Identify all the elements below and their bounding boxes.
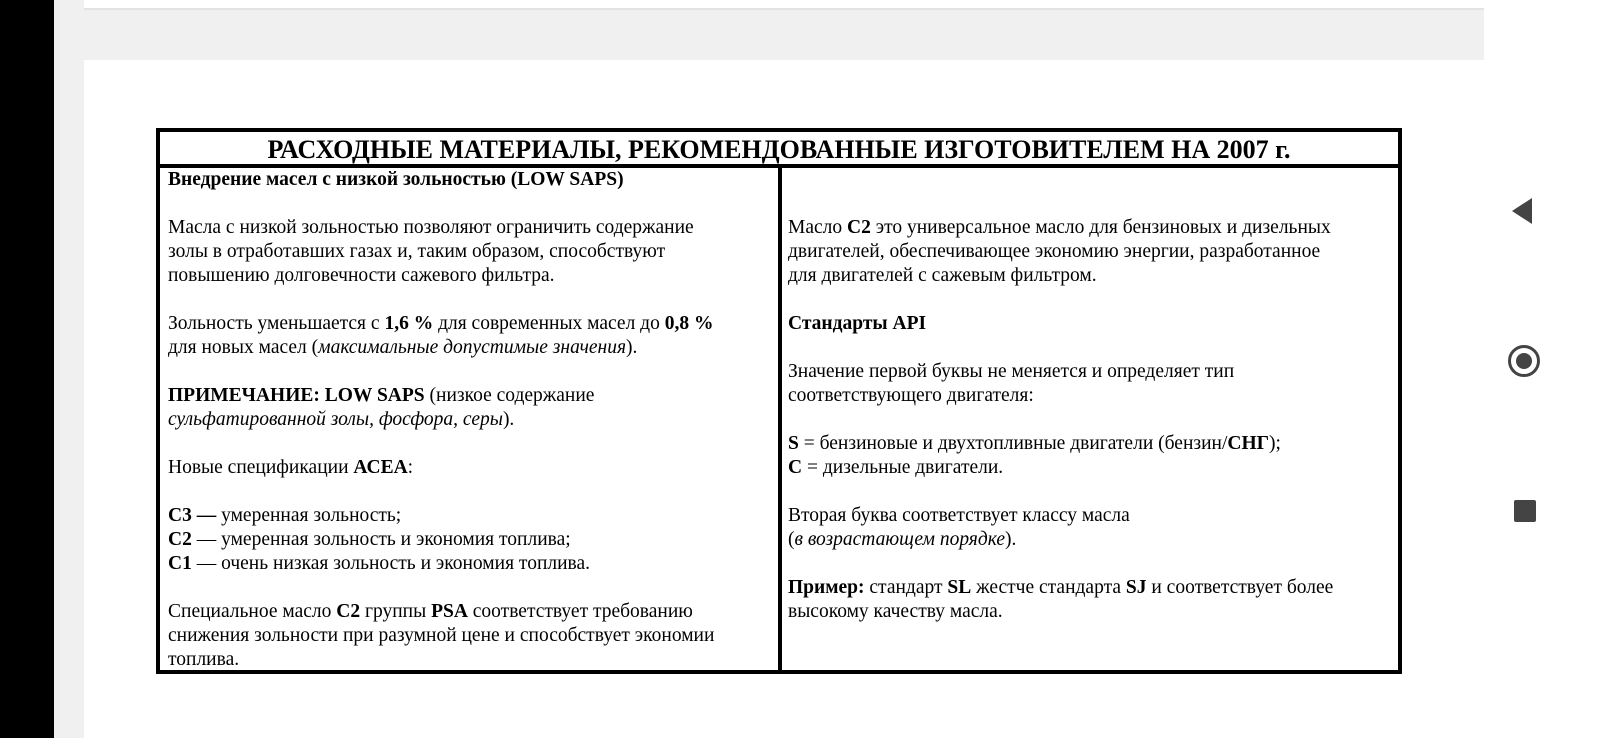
oil-class-line: (в возрастающем порядке). xyxy=(788,529,1017,550)
psa-oil-line: топлива. xyxy=(168,649,240,670)
left-edge-bar xyxy=(0,0,54,738)
note-line: сульфатированной золы, фосфора, серы). xyxy=(168,409,515,430)
paragraph-line: золы в отработавших газах и, таким образом, способствуют xyxy=(168,241,666,262)
paragraph-line: соответствующего двигателя: xyxy=(788,385,1034,406)
engine-type-c: С = дизельные двигатели. xyxy=(788,457,1004,478)
card-shadow xyxy=(84,8,1484,10)
column-divider xyxy=(778,168,782,670)
note-label: ПРИМЕЧАНИЕ: LOW SAPS xyxy=(168,385,425,406)
right-column xyxy=(788,168,1393,624)
ash-reduction-line: Зольность уменьшается с 1,6 % для современных масел до 0,8 % xyxy=(168,313,714,334)
previous-page-card xyxy=(84,0,1484,8)
note-line: ПРИМЕЧАНИЕ: LOW SAPS (низкое содержание xyxy=(168,385,595,406)
spec-item: С2 — умеренная зольность и экономия топлива; xyxy=(168,529,571,550)
c2-oil-line: двигателей, обеспечивающее экономию энергии, разработанное xyxy=(788,241,1321,262)
paragraph-line: Масла с низкой зольностью позволяют ограничить содержание xyxy=(168,217,694,238)
spec-item: С1 — очень низкая зольность и экономия топлива. xyxy=(168,553,591,574)
api-heading: Стандарты API xyxy=(788,313,927,334)
low-saps-heading: Внедрение масел с низкой зольностью (LOW SAPS) xyxy=(168,169,624,190)
left-column xyxy=(168,168,773,672)
c2-oil-line: для двигателей с сажевым фильтром. xyxy=(788,265,1097,286)
consumables-table xyxy=(156,128,1402,674)
home-icon[interactable] xyxy=(1508,345,1540,377)
acea-spec-line: Новые спецификации АСЕА: xyxy=(168,457,414,478)
oil-class-line: Вторая буква соответствует классу масла xyxy=(788,505,1130,526)
ash-reduction-line: для новых масел (максимальные допустимые значения). xyxy=(168,337,638,358)
back-icon[interactable] xyxy=(1512,198,1532,224)
example-line: Пример: стандарт SL жестче стандарта SJ и соответствует более xyxy=(788,577,1334,598)
navigation-bar xyxy=(1484,0,1600,738)
engine-type-s: S = бензиновые и двухтопливные двигатели (бензин/СНГ); xyxy=(788,433,1281,454)
recents-icon[interactable] xyxy=(1514,500,1536,522)
home-icon-dot xyxy=(1516,353,1532,369)
paragraph-line: Значение первой буквы не меняется и определяет тип xyxy=(788,361,1235,382)
table-title: РАСХОДНЫЕ МАТЕРИАЛЫ, РЕКОМЕНДОВАННЫЕ ИЗГОТОВИТЕЛЕМ НА 2007 г. xyxy=(160,132,1398,168)
psa-oil-line: снижения зольности при разумной цене и способствует экономии xyxy=(168,625,715,646)
paragraph-line: повышению долговечности сажевого фильтра. xyxy=(168,265,555,286)
example-line: высокому качеству масла. xyxy=(788,601,1003,622)
c2-oil-line: Масло С2 это универсальное масло для бензиновых и дизельных xyxy=(788,217,1331,238)
spec-item: С3 — умеренная зольность; xyxy=(168,505,402,526)
psa-oil-line: Специальное масло С2 группы PSA соответствует требованию xyxy=(168,601,693,622)
example-label: Пример: xyxy=(788,577,865,598)
